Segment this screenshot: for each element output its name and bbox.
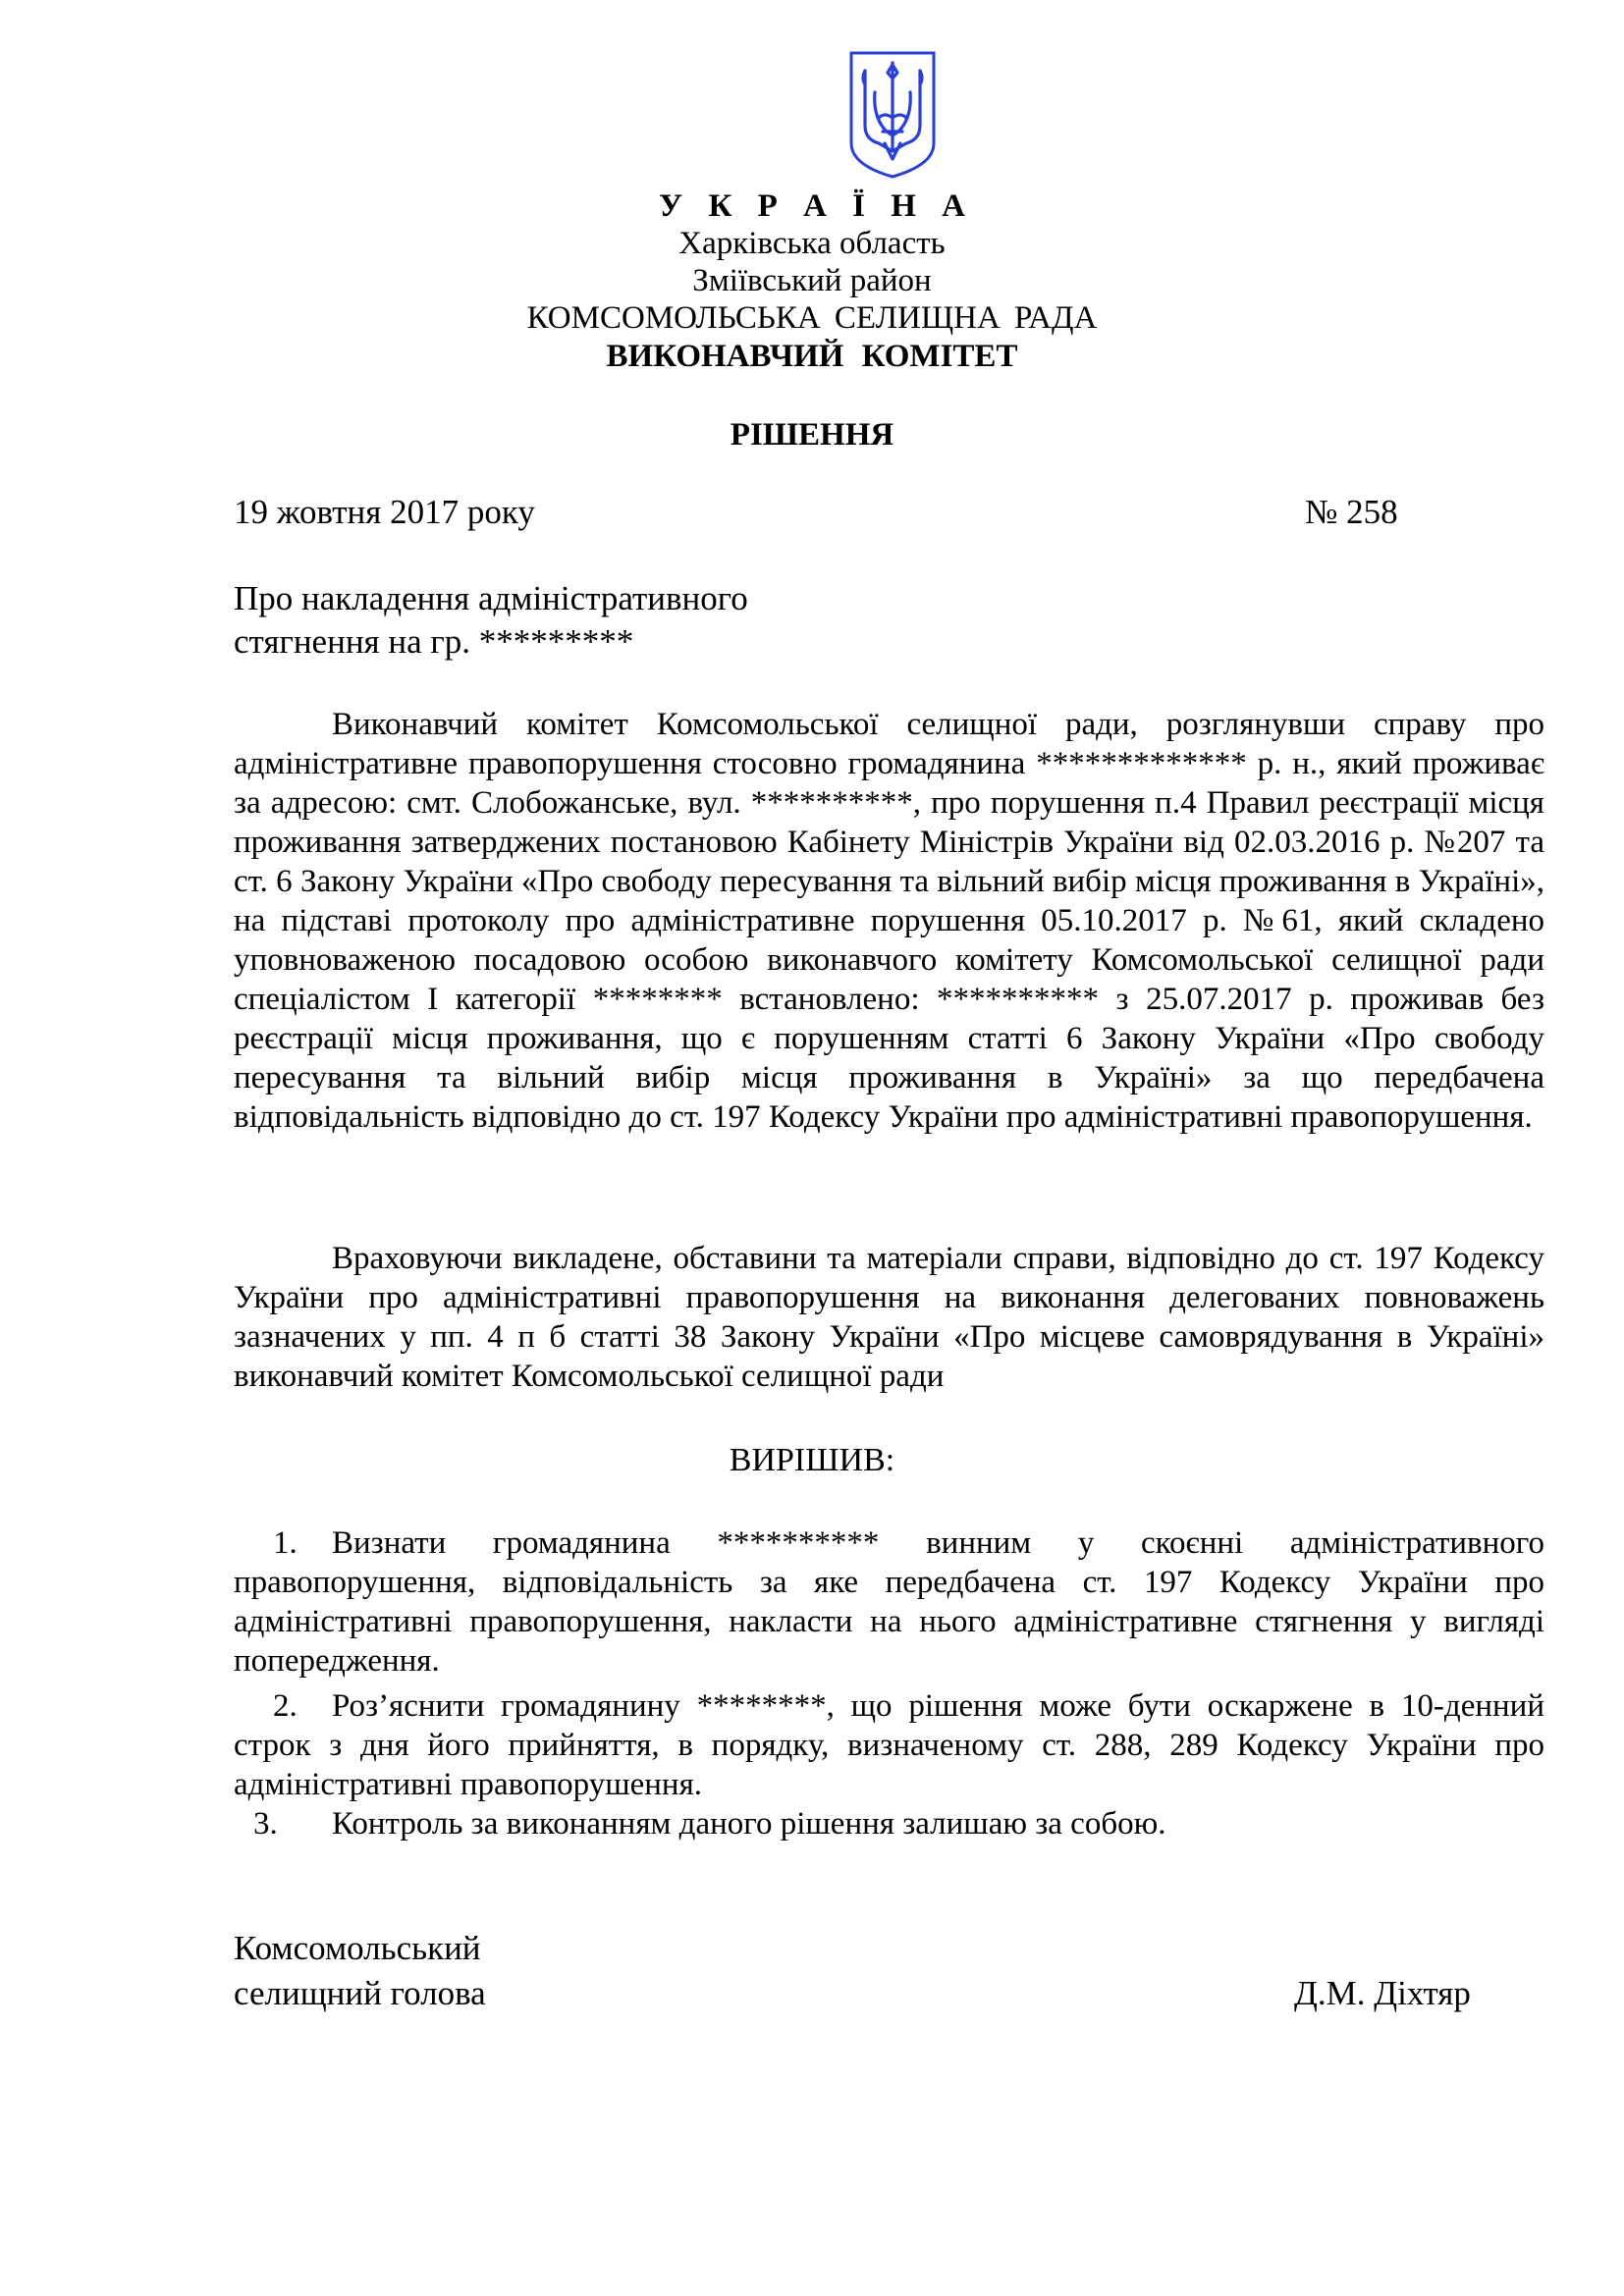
district-line: Зміївський район bbox=[692, 263, 932, 298]
item-text: Визнати громадянина ********** винним у скоєнні адміністративного правопорушення, відповідальність за яке передбачена ст. 197 Кодексу України про адміністративні правопорушення, накласти на нього адміністративне стягнення у вигляді попередження. bbox=[234, 1525, 1544, 1679]
decided-heading: ВИРІШИВ: bbox=[729, 1442, 895, 1478]
decision-item bbox=[234, 1686, 1544, 1804]
committee-heading: ВИКОНАВЧИЙ КОМІТЕТ bbox=[606, 339, 1018, 374]
subject-line-1: Про накладення адміністративного bbox=[234, 579, 748, 617]
body-paragraph-1: Виконавчий комітет Комсомольської селищної ради, розглянувши справу про адміністративне правопорушення стосовно громадянина ************* р. н., який проживає за адресою: смт. Слобожанське, вул. **********, про порушення п.4 Правил реєстрації місця проживання затверджених постановою Кабінету Міністрів України від 02.03.2016 р. №207 та ст. 6 Закону України «Про свободу пересування та вільний вибір місця проживання в Україні», на підставі протоколу про адміністративне порушення 05.10.2017 р. №61, який складено уповноваженою посадовою особою виконавчого комітету Комсомольської селищної ради спеціалістом І категорії ******** встановлено: ********** з 25.07.2017 р. проживав без реєстрації місця проживання, що є порушенням статті 6 Закону України «Про свободу пересування та вільний вибір місця проживання в Україні» за що передбачена відповідальність відповідно до ст. 197 Кодексу України про адміністративні правопорушення. bbox=[234, 707, 1544, 1135]
decision-subject bbox=[234, 577, 748, 664]
trident-coat-of-arms-icon bbox=[847, 49, 938, 181]
council-line: КОМСОМОЛЬСЬКА СЕЛИЩНА РАДА bbox=[526, 300, 1098, 336]
decision-item bbox=[234, 1523, 1544, 1681]
item-number: 2. bbox=[273, 1688, 298, 1724]
signatory-title-line-2: селищний голова bbox=[234, 1974, 486, 2012]
body-paragraph-2: Враховуючи викладене, обставини та матеріали справи, відповідно до ст. 197 Кодексу України про адміністративні правопорушення на виконання делегованих повноважень зазначених у пп. 4 п б статті 38 Закону України «Про місцеве самоврядування в Україні» виконавчий комітет Комсомольської селищної ради bbox=[234, 1241, 1544, 1394]
country-heading: У К Р А Ї Н А bbox=[659, 188, 974, 224]
item-text: Контроль за виконанням даного рішення залишаю за собою. bbox=[332, 1806, 1166, 1842]
document-type-heading: РІШЕННЯ bbox=[730, 417, 894, 453]
item-number: 1. bbox=[273, 1525, 298, 1561]
region-line: Харківська область bbox=[678, 226, 946, 261]
decision-date: 19 жовтня 2017 року bbox=[234, 493, 535, 531]
signatory-name: Д.М. Діхтяр bbox=[1294, 1974, 1471, 2012]
item-number: 3. bbox=[253, 1806, 278, 1842]
date-number-line bbox=[234, 491, 1404, 534]
signatory-title-line-1: Комсомольський bbox=[234, 1929, 481, 1967]
decision-item bbox=[234, 1804, 1544, 1843]
decision-number: № 258 bbox=[1305, 493, 1398, 531]
item-text: Роз’яснити громадянину ********, що рішення може бути оскаржене в 10-денний строк з дня його прийняття, в порядку, визначеному ст. 288, 289 Кодексу України про адміністративні правопорушення. bbox=[234, 1688, 1544, 1802]
subject-line-2: стягнення на гр. ********* bbox=[234, 622, 634, 661]
